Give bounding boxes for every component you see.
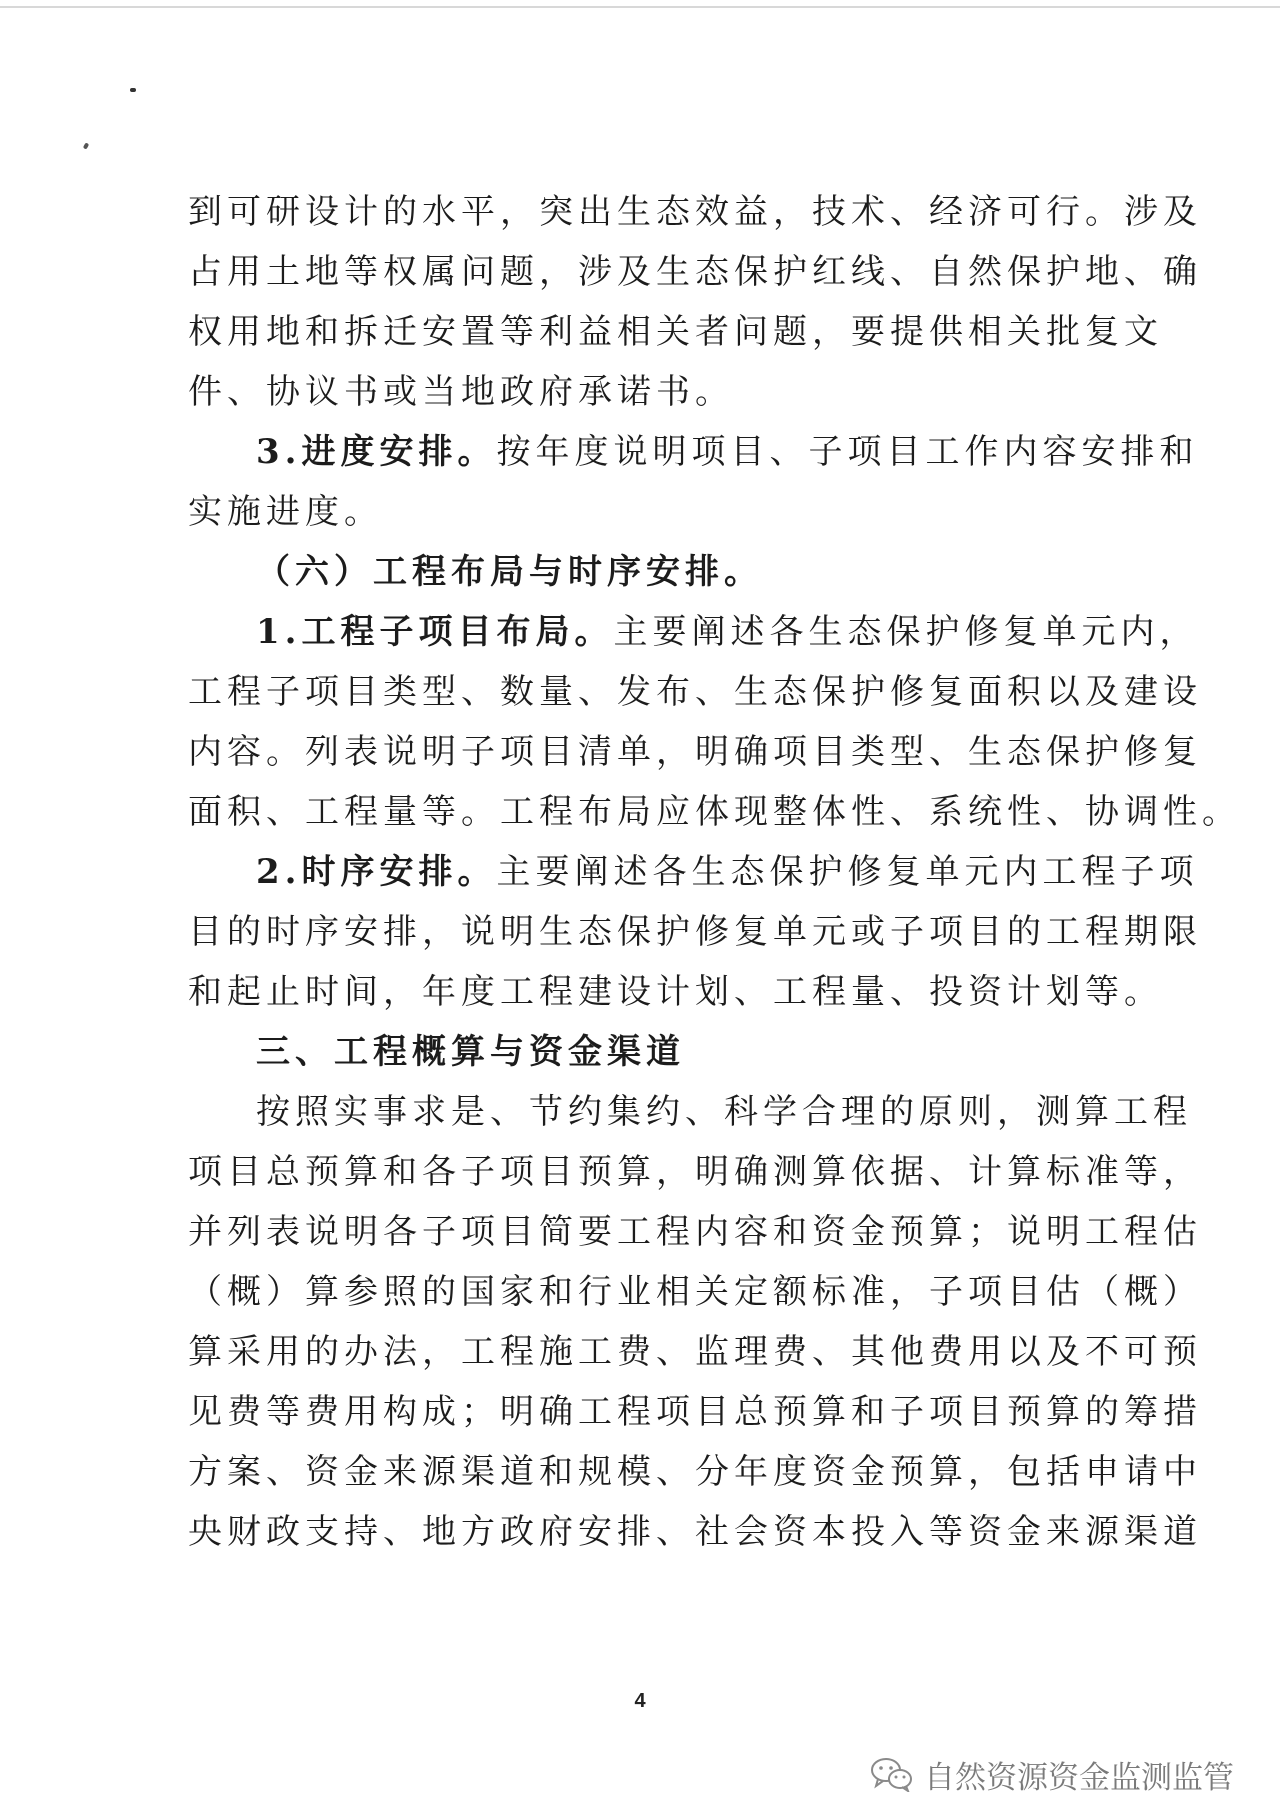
body-text: 算采用的办法，工程施工费、监理费、其他费用以及不可预 — [188, 1332, 1202, 1372]
body-text: 按年度说明项目、子项目工作内容安排和 — [496, 432, 1199, 472]
body-text: 内容。列表说明子项目清单，明确项目类型、生态保护修复 — [188, 732, 1202, 772]
text-line — [188, 362, 1078, 422]
text-line — [256, 422, 1199, 482]
bold-heading-text: （六）工程布局与时序安排。 — [256, 552, 763, 592]
bold-heading-text: 2.时序安排。 — [256, 852, 497, 892]
text-line — [188, 902, 1202, 962]
body-text: 面积、工程量等。工程布局应体现整体性、系统性、协调性。 — [188, 792, 1241, 832]
text-line — [256, 1082, 1192, 1142]
text-line — [188, 1262, 1202, 1322]
text-line — [188, 1382, 1202, 1442]
text-line — [256, 842, 1199, 902]
body-text: 实施进度。 — [188, 492, 383, 532]
text-line — [188, 962, 1163, 1022]
watermark — [870, 1752, 1234, 1796]
body-text: 到可研设计的水平，突出生态效益，技术、经济可行。涉及 — [188, 192, 1202, 232]
text-line — [256, 542, 1078, 602]
watermark-text: 自然资源资金监测监管 — [924, 1759, 1234, 1796]
document-body — [188, 182, 1241, 1562]
text-line — [188, 242, 1202, 302]
body-text: 项目总预算和各子项目预算，明确测算依据、计算标准等， — [188, 1152, 1202, 1192]
text-line — [188, 302, 1163, 362]
text-line — [188, 1322, 1202, 1382]
body-text: 和起止时间，年度工程建设计划、工程量、投资计划等。 — [188, 972, 1163, 1012]
text-line — [256, 602, 1199, 662]
scan-speck — [83, 142, 89, 149]
body-text: 按照实事求是、节约集约、科学合理的原则，测算工程 — [256, 1092, 1192, 1132]
text-line — [188, 782, 1241, 842]
body-text: 见费等费用构成；明确工程项目总预算和子项目预算的筹措 — [188, 1392, 1202, 1432]
text-line — [188, 722, 1202, 782]
text-line — [188, 182, 1202, 242]
body-text: 占用土地等权属问题，涉及生态保护红线、自然保护地、确 — [188, 252, 1202, 292]
top-border-line — [0, 6, 1280, 8]
body-text: 权用地和拆迁安置等利益相关者问题，要提供相关批复文 — [188, 312, 1163, 352]
text-line — [188, 482, 1078, 542]
text-line — [188, 662, 1202, 722]
scan-speck — [130, 88, 136, 92]
body-text: 方案、资金来源渠道和规模、分年度资金预算，包括申请中 — [188, 1452, 1202, 1492]
body-text: 工程子项目类型、数量、发布、生态保护修复面积以及建设 — [188, 672, 1202, 712]
body-text: 目的时序安排，说明生态保护修复单元或子项目的工程期限 — [188, 912, 1202, 952]
body-text: 并列表说明各子项目简要工程内容和资金预算；说明工程估 — [188, 1212, 1202, 1252]
body-text: 央财政支持、地方政府安排、社会资本投入等资金来源渠道 — [188, 1512, 1202, 1552]
body-text: 件、协议书或当地政府承诺书。 — [188, 372, 734, 412]
text-line — [188, 1142, 1202, 1202]
body-text: （概）算参照的国家和行业相关定额标准，子项目估（概） — [188, 1272, 1202, 1312]
text-line — [256, 1022, 1078, 1082]
text-line — [188, 1442, 1202, 1502]
bold-heading-text: 1.工程子项目布局。 — [256, 612, 614, 652]
body-text: 主要阐述各生态保护修复单元内工程子项 — [496, 852, 1199, 892]
body-text: 主要阐述各生态保护修复单元内， — [613, 612, 1199, 652]
page-number: 4 — [634, 1690, 646, 1712]
wechat-icon — [870, 1756, 914, 1792]
bold-heading-text: 三、工程概算与资金渠道 — [256, 1032, 685, 1072]
bold-heading-text: 3.进度安排。 — [256, 432, 497, 472]
text-line — [188, 1502, 1202, 1562]
text-line — [188, 1202, 1202, 1262]
